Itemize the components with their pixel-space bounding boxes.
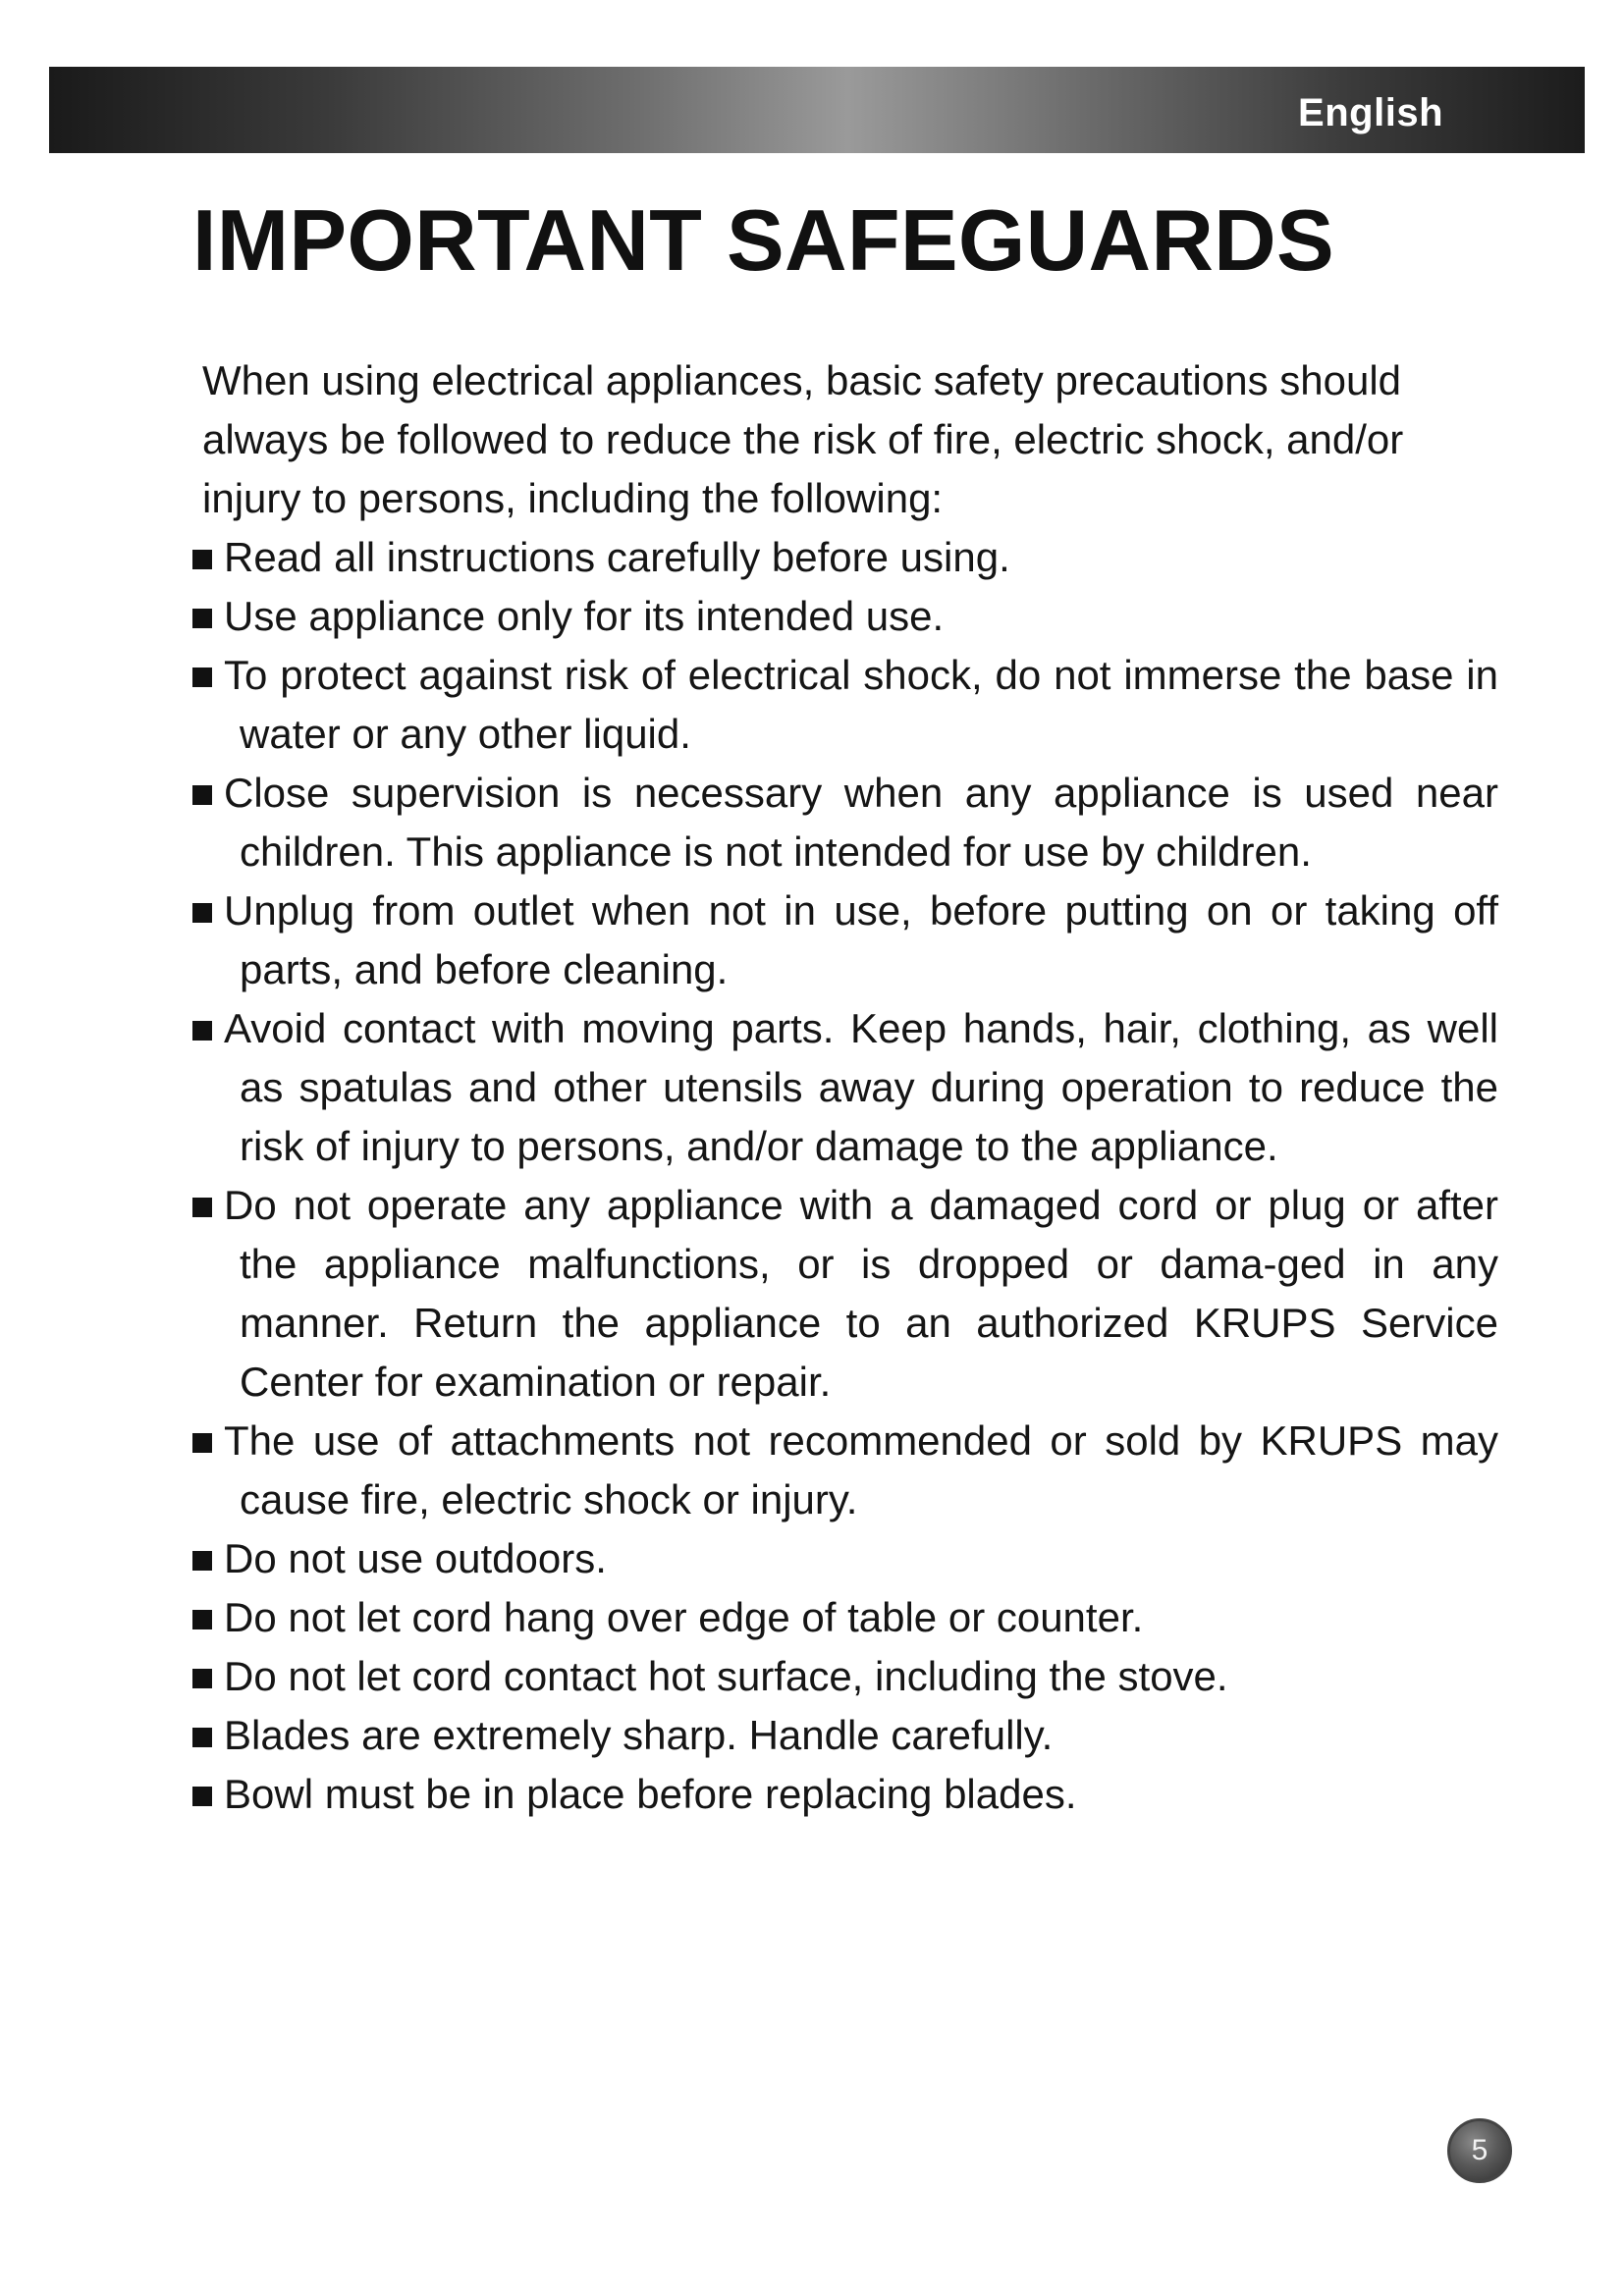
list-item-text: Use appliance only for its intended use.: [224, 593, 945, 639]
list-item: [192, 587, 1498, 646]
square-bullet-icon: [192, 667, 212, 687]
list-item: [192, 881, 1498, 999]
square-bullet-icon: [192, 1787, 212, 1806]
intro-paragraph: When using electrical appliances, basic safety precautions should always be followed to reduce the risk of fire, electric shock, and/or injury to persons, including the following:: [202, 357, 1404, 521]
square-bullet-icon: [192, 1610, 212, 1629]
header-bar: [49, 67, 1585, 153]
list-item-text: Blades are extremely sharp. Handle carefully.: [224, 1712, 1054, 1758]
square-bullet-icon: [192, 550, 212, 569]
list-item: [192, 1588, 1498, 1647]
list-item-text: Close supervision is necessary when any appliance is used near children. This appliance is not intended for use by children.: [224, 770, 1498, 875]
list-item-text: Avoid contact with moving parts. Keep hands, hair, clothing, as well as spatulas and other utensils away during operation to reduce the risk of injury to persons, and/or damage to the appliance.: [224, 1005, 1498, 1169]
list-item: [192, 999, 1498, 1176]
list-item: [192, 1176, 1498, 1412]
list-item: [192, 764, 1498, 881]
language-label: English: [1298, 91, 1443, 134]
page-title: IMPORTANT SAFEGUARDS: [192, 191, 1335, 289]
list-item: [192, 1529, 1498, 1588]
list-item-text: Do not let cord hang over edge of table or counter.: [224, 1594, 1144, 1640]
safeguards-content: [192, 351, 1498, 1824]
square-bullet-icon: [192, 1198, 212, 1217]
list-item-text: Do not let cord contact hot surface, including the stove.: [224, 1653, 1228, 1699]
list-item: [192, 1647, 1498, 1706]
list-item-text: To protect against risk of electrical shock, do not immerse the base in water or any other liquid.: [224, 652, 1498, 757]
safeguard-list: [192, 528, 1498, 1824]
list-item-text: Unplug from outlet when not in use, before putting on or taking off parts, and before cleaning.: [224, 887, 1498, 992]
square-bullet-icon: [192, 903, 212, 923]
square-bullet-icon: [192, 1728, 212, 1747]
list-item: [192, 1765, 1498, 1824]
list-item: [192, 646, 1498, 764]
list-item: [192, 1412, 1498, 1529]
list-item-text: Read all instructions carefully before using.: [224, 534, 1010, 580]
square-bullet-icon: [192, 1551, 212, 1571]
square-bullet-icon: [192, 609, 212, 628]
list-item-text: Do not operate any appliance with a damaged cord or plug or after the appliance malfunctions, or is dropped or dama-ged in any manner. Return the appliance to an authorized KRUPS Service Center for examination or repair.: [224, 1182, 1498, 1405]
square-bullet-icon: [192, 785, 212, 805]
square-bullet-icon: [192, 1669, 212, 1688]
list-item: [192, 528, 1498, 587]
list-item-text: Do not use outdoors.: [224, 1535, 607, 1581]
square-bullet-icon: [192, 1433, 212, 1453]
square-bullet-icon: [192, 1021, 212, 1041]
page-number-badge: 5: [1447, 2118, 1512, 2183]
list-item: [192, 1706, 1498, 1765]
list-item-text: Bowl must be in place before replacing blades.: [224, 1771, 1077, 1817]
list-item-text: The use of attachments not recommended or sold by KRUPS may cause fire, electric shock or injury.: [224, 1417, 1498, 1522]
